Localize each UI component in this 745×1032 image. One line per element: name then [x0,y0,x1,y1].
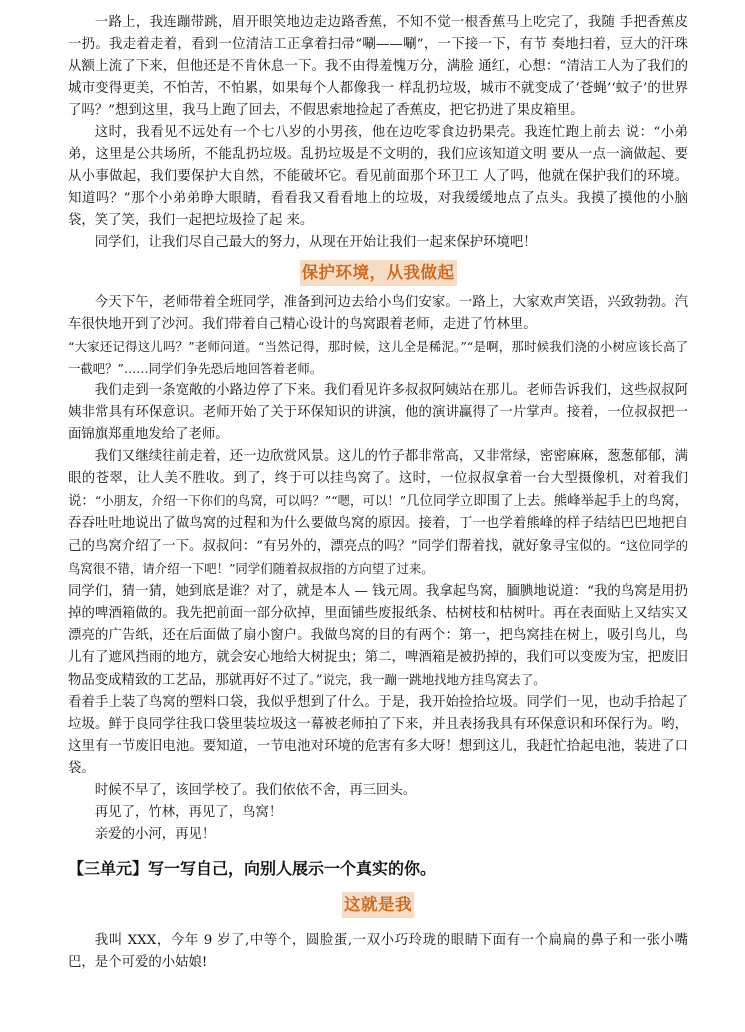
paragraph: 时候不早了，该回学校了。我们依依不舍，再三回头。 [94,783,417,798]
paragraph: 再见了，竹林，再见了，鸟窝！ [94,805,283,820]
paragraph: 我们走到一条宽敞的小路边停了下来。我们看见许多叔叔阿姨站在那儿。老师告诉我们，这些叔叔阿姨非常具有环保意识。老师开始了关于环保知识的讲演，他的演讲赢得了一片掌声。接着，一位叔叔把一面锦旗郑重地发给了老师。 [68,383,688,442]
essay-title-wrap [68,892,688,918]
paragraph: 这时，我看见不远处有一个七八岁的小男孩，他在边吃零食边扔果壳。我连忙跑上前去 说：“小弟弟，这里是公共场所，不能乱扔垃圾。乱扔垃圾是不文明的，我们应该知道文明 要从一点一滴做起、要从小事做起，我们要保护大自然，不能破坏它。看见前面那个环卫工 人了吗，他就在保护我们的环境。知道吗？”那个小弟弟睁大眼睛，看看我又看看地上的垃圾，对我缓缓地点了点头。我摸了摸他的小脑袋，笑了笑，我们一起把垃圾捡了起 来。 [68,125,688,228]
paragraph: “大家还记得这儿吗？”老师问道。“当然记得，那时候，这儿全是稀泥。”“是啊，那时候我们浇的小树应该长高了一截吧？”……同学们争先恐后地回答着老师。 [68,339,688,376]
unit-heading: 【三单元】写一写自己，向别人展示一个真实的你。 [68,859,437,878]
text-run: “这位同学的鸟窝很不错，请介绍一下吧！”同学们随着叔叔指的方向望了过来。 [68,538,688,576]
paragraph: 同学们，让我们尽自己最大的努力，从现在开始让我们一起来保护环境吧！ [94,235,537,250]
text-run: 我们又继续往前走着，还一边欣赏风景。这儿的竹子都非常高，又非常绿，密密麻麻，葱葱郁郁，满眼的苍翠，让人美不胜收。到了，终于可以挂鸟窝了。这时，一位叔叔拿着一台大型摄像机，对着我们说： [68,449,688,509]
text-run: 说完，我一蹦一跳地找地方挂鸟窝去了。 [322,672,546,687]
paragraph: 我叫 XXX，今年 9 岁了,中等个，圆脸蛋,一双小巧玲珑的眼睛下面有一个扁扁的鼻子和一张小嘴巴，是个可爱的小姑娘! [68,933,688,970]
paragraph: 一路上，我连蹦带跳，眉开眼笑地边走边路香蕉，不知不觉一根香蕉马上吃完了，我随 手把香蕉皮一扔。我走着走着，看到一位清洁工正拿着扫帚“唰——唰”，一下接一下，有节 奏地扫着，豆大的汗珠从额上流了下来，但他还是不肯休息一下。我不由得羞愧万分，满脸 通红，心想：“清洁工人为了我们的城市变得更美，不怕苦，不怕累，如果每个人都像我一 样乱扔垃圾，城市不就变成了‘苍蝇’‘蚊子’的世界了吗？”想到这里，我马上跑了回去，不假思索地捡起了香蕉皮，把它扔进了果皮箱里。 [68,15,688,118]
essay-title: 保护环境，从我做起 [300,260,457,286]
text-run: 几位同学立即围了上去。熊峰举起手上的鸟窝，吞吞吐吐地说出了做鸟窝的过程和为什么要做鸟窝的原因。接着，丁一也学着熊峰的样子结结巴巴地把自己的鸟窝介绍了一下。叔叔问：“有另外的，漂亮点的吗？”同学们帮着找，就好象寻宝似的。 [68,494,689,554]
paragraph: 今天下午，老师带着全班同学，准备到河边去给小鸟们安家。一路上，大家欢声笑语，兴致勃勃。汽车很快地开到了沙河。我们带着自己精心设计的鸟窝跟着老师，走进了竹林里。 [68,295,688,332]
paragraph: 看着手上装了鸟窝的塑料口袋，我似乎想到了什么。于是，我开始捡拾垃圾。同学们一见，也动手拾起了垃圾。鲜于良同学往我口袋里装垃圾这一幕被老师拍了下来，并且表扬我具有环保意识和环保行为。哟，这里有一节废旧电池。要知道，一节电池对环境的危害有多大呀！想到这儿，我赶忙拾起电池，装进了口袋。 [68,695,688,776]
paragraph [68,581,688,692]
essay-title-wrap [68,260,688,286]
paragraph [68,446,688,581]
text-run: “小朋友，介绍一下你们的鸟窝，可以吗？”“嗯，可以！” [94,493,407,508]
text-run: 同学们，猜一猜，她到底是谁？对了，就是本人 — 钱元周。我拿起鸟窝，腼腆地说道：“我的鸟窝是用扔掉的啤酒箱做的。我先把前面一部分砍掉，里面铺些废报纸条、枯树枝和枯树叶。再在表面贴上又结实又漂亮的广告纸，还在后面做了扇小窗户。我做鸟窝的目的有两个：第一，把鸟窝挂在树上，吸引鸟儿，鸟儿有了遮风挡雨的地方，就会安心地给大树捉虫；第二，啤酒箱是被扔掉的，我们可以变废为宝，把废旧物品变成精致的工艺品，那就再好不过了。” [68,584,688,688]
paragraph: 亲爱的小河，再见！ [94,827,216,842]
essay-title: 这就是我 [342,892,414,918]
document-page [68,12,688,974]
